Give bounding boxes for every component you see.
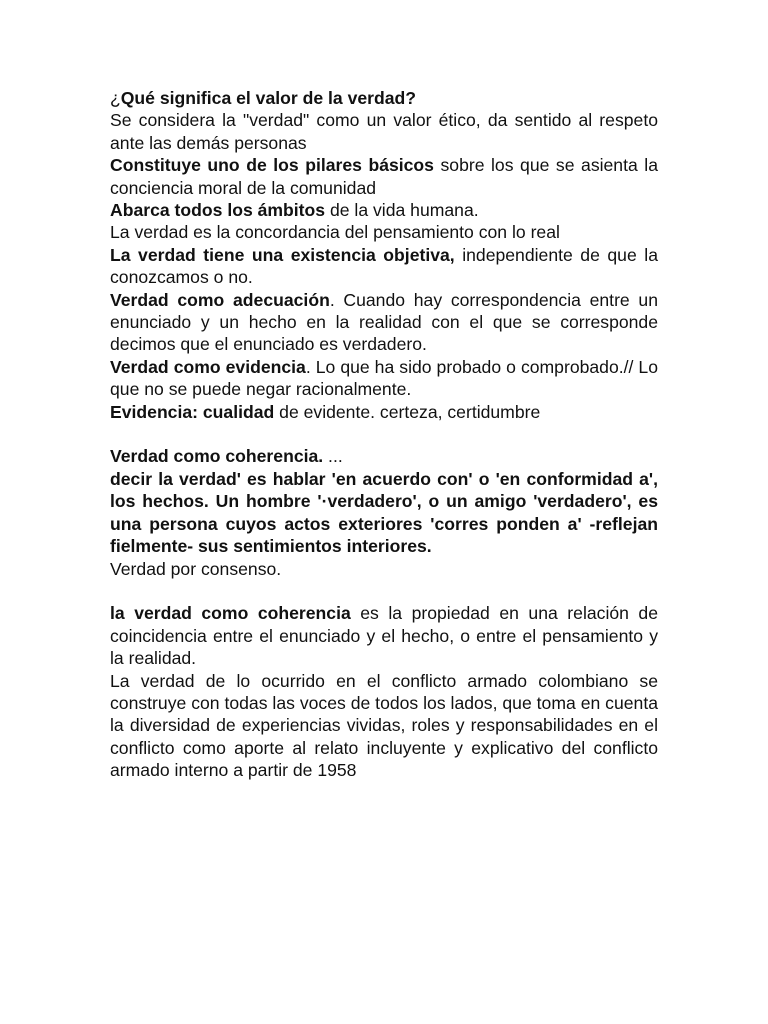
objective-bold: La verdad tiene una existencia objetiva, — [110, 244, 455, 265]
evidence-bold: Verdad como evidencia — [110, 356, 306, 377]
paragraph-pillars — [110, 154, 658, 199]
document-body — [110, 87, 658, 782]
coherence-property-text: es la propiedad en una relación de coincidencia entre el enunciado y el hecho, o entre el pensamiento y la realidad. — [110, 603, 659, 669]
scope-text: de la vida humana. — [325, 200, 479, 221]
evidence-definition-bold: Evidencia: cualidad — [110, 401, 275, 422]
paragraph-question — [110, 87, 658, 109]
paragraph-evidence — [110, 356, 658, 401]
paragraph-coherence — [110, 445, 658, 467]
heading-question: Qué significa el valor de la verdad? — [120, 88, 417, 108]
evidence-text: . Lo que ha sido probado o comprobado.// Lo que no se puede negar racionalmente. — [110, 356, 658, 400]
paragraph-scope — [110, 199, 658, 221]
paragraph-evidence-definition — [110, 401, 658, 423]
adequation-bold: Verdad como adecuación — [110, 289, 330, 310]
paragraph-colombian-conflict — [110, 670, 658, 782]
tell-truth-bold: decir la verdad' es hablar 'en acuerdo con' o 'en conformidad a', los hechos. Un hombre '·verdadero', o un amigo 'verdadero', es una persona cuyos actos exteriores 'corres ponden a' -reflejan fielmente- sus sentimientos interiores. — [110, 468, 658, 557]
paragraph-adequation — [110, 289, 658, 356]
definition-text: Se considera la "verdad" como un valor ético, da sentido al respeto ante las demás personas — [110, 110, 658, 153]
coherence-bold: Verdad como coherencia. — [110, 446, 324, 467]
paragraph-concordance — [110, 221, 658, 243]
colombian-conflict-text: La verdad de lo ocurrido en el conflicto armado colombiano se construye con todas las voces de todos los lados, que toma en cuenta la diversidad de experiencias vividas, roles y responsabilidades en el conflicto como aporte al relato incluyente y explicativo del conflicto armado interno a partir de 1958 — [110, 670, 658, 781]
paragraph-consensus — [110, 558, 658, 580]
paragraph-tell-truth — [110, 468, 658, 558]
concordance-text: La verdad es la concordancia del pensamiento con lo real — [110, 222, 560, 243]
pillars-bold: Constituye uno de los pilares básicos — [110, 155, 434, 176]
paragraph-objective — [110, 244, 658, 289]
blank-line — [110, 423, 658, 445]
question-mark-open: ¿ — [110, 88, 121, 108]
paragraph-definition — [110, 109, 658, 154]
evidence-definition-text: de evidente. certeza, certidumbre — [274, 401, 541, 422]
adequation-text: . Cuando hay correspondencia entre un enunciado y un hecho en la realidad con el que se corresponde decimos que el enunciado es verdadero. — [110, 289, 658, 355]
consensus-text: Verdad por consenso. — [110, 558, 282, 579]
pillars-text: sobre los que se asienta la conciencia moral de la comunidad — [110, 155, 658, 198]
blank-line — [110, 580, 658, 602]
coherence-ellipsis: ... — [323, 446, 343, 467]
paragraph-coherence-property — [110, 602, 658, 669]
coherence-property-bold: la verdad como coherencia — [110, 603, 351, 624]
objective-text: independiente de que la conozcamos o no. — [110, 244, 658, 288]
scope-bold: Abarca todos los ámbitos — [110, 200, 326, 221]
